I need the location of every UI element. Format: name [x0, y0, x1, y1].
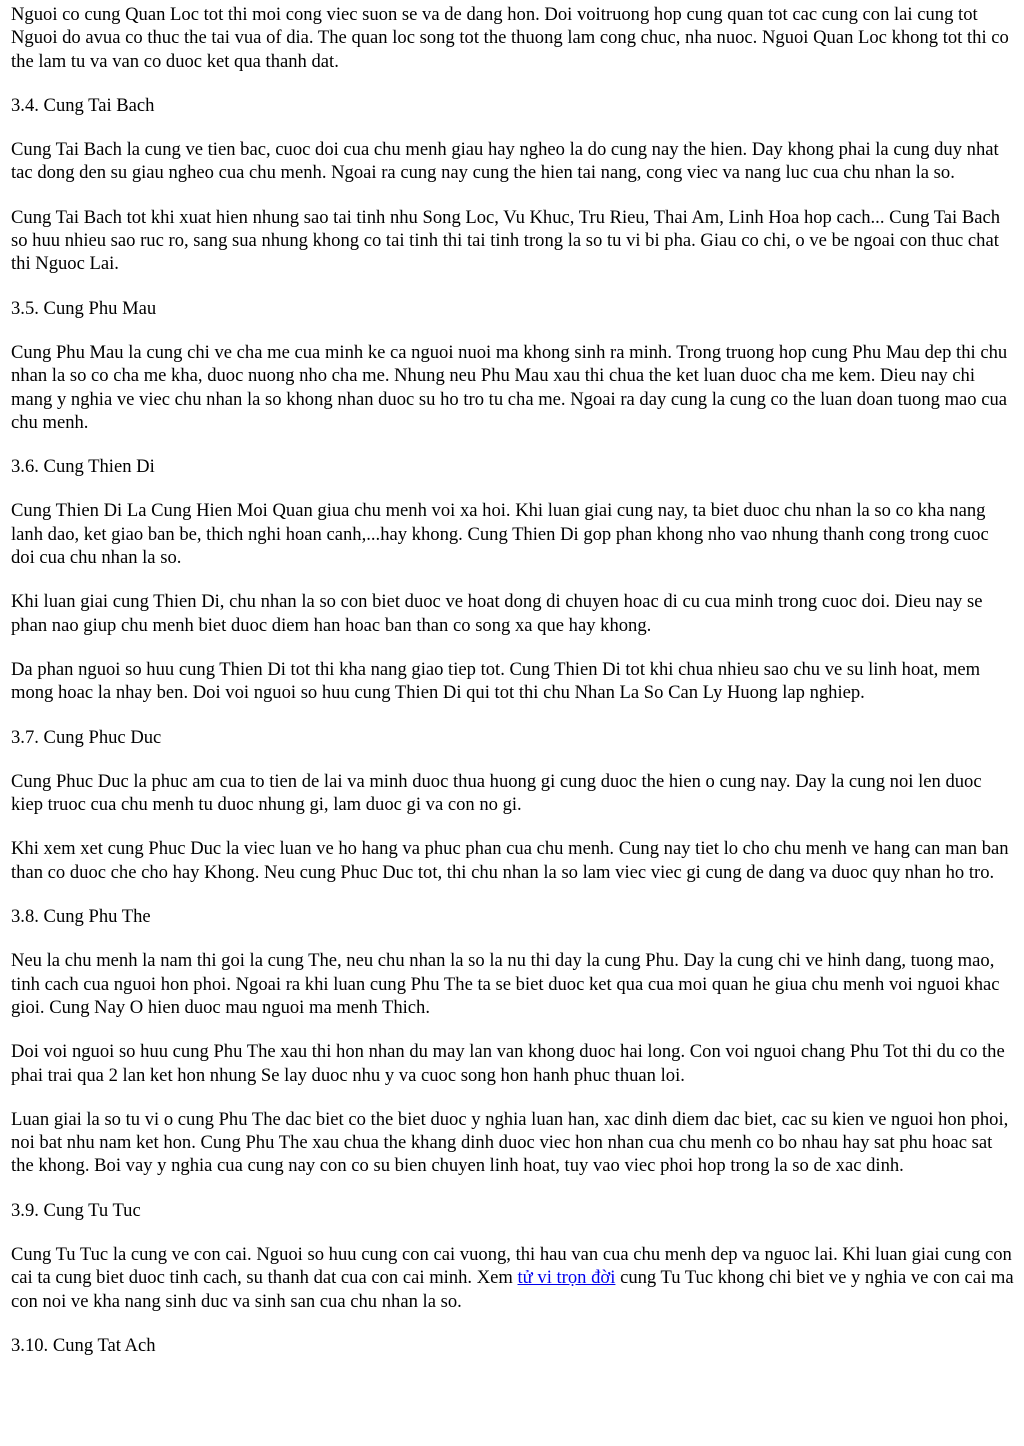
paragraph-phu-mau-1: Cung Phu Mau la cung chi ve cha me cua minh ke ca nguoi nuoi ma khong sinh ra minh. Trong truong hop cung Phu Mau dep thi chu nhan la so co cha me kha, duoc nuong nho cha me. Nhung neu Phu Mau xau thi chua the ket luan duoc cha me kem. Dieu nay chi mang y nghia ve viec chu nhan la so khong nhan duoc su ho tro tu cha me. Ngoai ra day cung la cung co the luan doan tuong mao cua chu menh. [11, 341, 1008, 433]
paragraph-thien-di-2: Khi luan giai cung Thien Di, chu nhan la so con biet duoc ve hoat dong di chuyen hoac di cu cua minh trong cuoc doi. Dieu nay se phan nao giup chu menh biet duoc diem han hoac ban than co song xa que hay khong. [11, 591, 983, 636]
tu-tuc-text-before-link: Cung Tu Tuc la cung ve con cai. Nguoi so huu cung con cai vuong, thi hau van cua chu menh dep va nguoc lai. Khi luan giai cung con cai ta cung biet duoc tinh cach, su thanh dat cua con cai minh. Xem [11, 1243, 1012, 1289]
heading-thien-di: 3.6. Cung Thien Di [11, 456, 155, 478]
heading-phu-mau: 3.5. Cung Phu Mau [11, 297, 157, 319]
heading-phuc-duc: 3.7. Cung Phuc Duc [11, 726, 162, 748]
paragraph-tu-tuc [11, 1243, 1015, 1313]
tu-tuc-text-after-link: cung Tu Tuc khong chi biet ve y nghia ve con cai ma con noi ve kha nang sinh duc va sinh san cua chu nhan la so. [11, 1267, 1014, 1312]
tu-vi-tron-doi-link[interactable]: tử vi trọn đời [517, 1267, 616, 1289]
paragraph-phuc-duc-1: Cung Phuc Duc la phuc am cua to tien de lai va minh duoc thua huong gi cung duoc the hien o cung nay. Day la cung noi len duoc kiep truoc cua chu menh tu duoc nhung gi, lam duoc gi va con no gi. [11, 770, 982, 816]
paragraph-phuc-duc-2: Khi xem xet cung Phuc Duc la viec luan ve ho hang va phuc phan cua chu menh. Cung nay tiet lo cho chu menh ve hang can man ban than co duoc che cho hay Khong. Neu cung Phuc Duc tot, thi chu nhan la so lam viec viec gi cung de dang va duoc quy nhan ho tro. [11, 838, 1009, 883]
paragraph-phu-the-2: Doi voi nguoi so huu cung Phu The xau thi hon nhan du may lan van khong duoc hai long. Con voi nguoi chang Phu Tot thi du co the phai trai qua 2 lan ket hon nhung Se lay duoc nhu y va cuoc song hon hanh phuc thuan loi. [11, 1041, 1005, 1086]
heading-tai-bach: 3.4. Cung Tai Bach [11, 94, 155, 116]
paragraph-quan-loc: Nguoi co cung Quan Loc tot thi moi cong viec suon se va de dang hon. Doi voitruong hop cung quan tot cac cung con lai cung tot Nguoi do avua co thuc the tai vua of dia. The quan loc song tot the thuong lam cong chuc, nha nuoc. Nguoi Quan Loc khong tot thi co the lam tu va van co duoc ket qua thanh dat. [11, 4, 1009, 72]
paragraph-tai-bach-2: Cung Tai Bach tot khi xuat hien nhung sao tai tinh nhu Song Loc, Vu Khuc, Tru Rieu, Thai Am, Linh Hoa hop cach... Cung Tai Bach so huu nhieu sao ruc ro, sang sua nhung khong co tai tinh thi tai tinh trong la so tu vi bi pha. Giau co chi, o ve be ngoai con thuc chat thi Nguoc Lai. [11, 206, 1001, 275]
paragraph-phu-the-3: Luan giai la so tu vi o cung Phu The dac biet co the biet duoc y nghia luan han, xac dinh diem dac biet, cac su kien ve nguoi hon phoi, noi bat nhu nam ket hon. Cung Phu The xau chua the khang dinh duoc viec hon nhan cua chu menh co bo nhau hay sat phu hoac sat the khong. Boi vay y nghia cua cung nay con co su bien chuyen linh hoat, tuy vao viec phoi hop trong la so de xac dinh. [11, 1108, 1009, 1177]
paragraph-phu-the-1: Neu la chu menh la nam thi goi la cung The, neu chu nhan la so la nu thi day la cung Phu. Day la cung chi ve hinh dang, tuong mao, tinh cach cua nguoi hon phoi. Ngoai ra khi luan cung Phu The ta se biet duoc ket qua cua moi quan he giua chu menh voi nguoi khac gioi. Cung Nay O hien duoc mau nguoi ma menh Thich. [11, 950, 1000, 1018]
paragraph-thien-di-3: Da phan nguoi so huu cung Thien Di tot thi kha nang giao tiep tot. Cung Thien Di tot khi chua nhieu sao chu ve su linh hoat, mem mong hoac la nhay ben. Doi voi nguoi so huu cung Thien Di qui tot thi chu Nhan La So Can Ly Huong lap nghiep. [11, 658, 981, 704]
paragraph-tai-bach-1: Cung Tai Bach la cung ve tien bac, cuoc doi cua chu menh giau hay ngheo la do cung nay the hien. Day khong phai la cung duy nhat tac dong den su giau ngheo cua chu menh. Ngoai ra cung nay cung the hien tai nang, cong viec va nang luc cua chu nhan la so. [11, 139, 999, 184]
heading-tat-ach: 3.10. Cung Tat Ach [11, 1334, 156, 1356]
heading-phu-the: 3.8. Cung Phu The [11, 906, 151, 928]
heading-tu-tuc: 3.9. Cung Tu Tuc [11, 1199, 141, 1221]
paragraph-thien-di-1: Cung Thien Di La Cung Hien Moi Quan giua chu menh voi xa hoi. Khi luan giai cung nay, ta biet duoc chu nhan la so co kha nang lanh dao, ket giao ban be, thich nghi hoan canh,...hay khong. Cung Thien Di gop phan khong nho vao nhung thanh cong trong cuoc doi cua chu nhan la so. [11, 500, 989, 569]
